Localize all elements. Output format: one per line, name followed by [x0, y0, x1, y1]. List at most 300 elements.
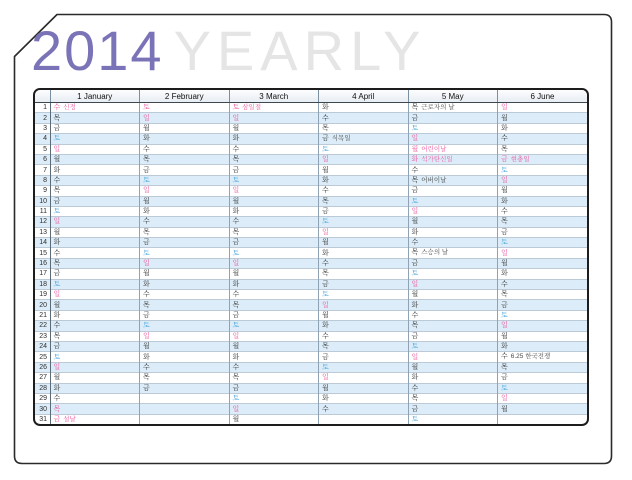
day-of-week: 토 [322, 218, 329, 226]
day-cell [50, 362, 140, 372]
day-of-week: 금 [411, 187, 419, 195]
day-cell [229, 279, 319, 289]
day-of-week: 화 [143, 135, 150, 143]
day-cell [50, 290, 140, 300]
day-cell [140, 414, 230, 424]
day-cell [319, 383, 409, 393]
day-cell [50, 217, 140, 227]
day-cell [498, 321, 588, 331]
day-of-week: 화 [322, 322, 329, 330]
day-cell [50, 134, 140, 144]
day-of-week: 목 [53, 332, 61, 340]
day-of-week: 토 [322, 145, 329, 153]
day-cell [408, 238, 498, 248]
day-cell [50, 206, 140, 216]
day-cell [50, 113, 140, 123]
table-row [35, 238, 587, 248]
table-row [35, 321, 587, 331]
day-of-week: 금 [322, 353, 329, 361]
day-cell [498, 238, 588, 248]
day-of-week: 월 [411, 291, 419, 299]
day-of-week: 수 [322, 405, 329, 413]
day-of-week: 목 [143, 228, 150, 236]
day-of-week: 화 [232, 135, 240, 143]
day-cell [319, 331, 409, 341]
day-cell [50, 279, 140, 289]
day-cell [408, 414, 498, 424]
day-of-week: 토 [411, 124, 419, 132]
day-of-week: 수 [53, 322, 61, 330]
day-cell [319, 238, 409, 248]
table-row [35, 279, 587, 289]
day-cell [319, 300, 409, 310]
day-cell [140, 300, 230, 310]
day-of-week: 수 [143, 145, 150, 153]
day-cell [229, 290, 319, 300]
day-cell [498, 310, 588, 320]
day-cell [319, 393, 409, 403]
day-cell [50, 300, 140, 310]
day-cell [50, 248, 140, 258]
day-cell [319, 227, 409, 237]
day-of-week: 토 [411, 270, 419, 278]
day-cell [319, 186, 409, 196]
day-of-week: 수 [411, 312, 419, 319]
day-of-week: 일 [501, 395, 508, 403]
day-of-week: 화 [501, 124, 508, 132]
holiday-note: 석가탄신일 [421, 155, 453, 163]
day-cell [319, 279, 409, 289]
day-cell [229, 352, 319, 362]
row-number: 7 [35, 165, 50, 175]
day-of-week: 월 [322, 384, 329, 392]
day-of-week: 월 [411, 363, 419, 371]
row-number: 17 [35, 269, 50, 279]
day-cell [319, 362, 409, 372]
day-of-week: 일 [322, 301, 329, 309]
month-header: 6 June [498, 90, 588, 103]
day-of-week: 금 [232, 166, 240, 174]
day-cell [229, 175, 319, 185]
day-of-week: 일 [232, 260, 240, 268]
day-of-week: 월 [322, 312, 329, 319]
table-row [35, 123, 587, 133]
day-cell [319, 373, 409, 383]
day-of-week: 목 [232, 374, 240, 382]
calendar-body [35, 103, 587, 425]
day-of-week: 금 [53, 124, 61, 132]
row-number: 4 [35, 134, 50, 144]
row-number: 3 [35, 123, 50, 133]
table-row [35, 248, 587, 258]
day-cell [50, 103, 140, 113]
day-of-week: 화 [53, 166, 61, 174]
day-of-week: 목 [501, 363, 508, 371]
row-number: 25 [35, 352, 50, 362]
day-of-week: 화 [143, 280, 150, 288]
row-number: 24 [35, 341, 50, 351]
day-cell [498, 113, 588, 123]
table-row [35, 404, 587, 414]
table-row [35, 227, 587, 237]
day-of-week: 목 [322, 270, 329, 278]
day-cell [408, 134, 498, 144]
day-of-week: 금 [232, 384, 240, 392]
day-cell [50, 186, 140, 196]
day-of-week: 금 [411, 405, 419, 413]
row-number: 6 [35, 154, 50, 164]
day-of-week: 토 [322, 363, 329, 371]
day-cell [498, 383, 588, 393]
day-cell [229, 227, 319, 237]
day-cell [498, 331, 588, 341]
day-of-week: 토 [501, 239, 508, 247]
day-of-week: 일 [411, 135, 419, 143]
day-of-week: 월 [232, 124, 240, 132]
day-cell [140, 258, 230, 268]
day-cell [50, 238, 140, 248]
day-of-week: 수 [143, 363, 150, 371]
day-cell [319, 134, 409, 144]
day-cell [498, 217, 588, 227]
day-cell [50, 154, 140, 164]
day-of-week: 목 [232, 228, 240, 236]
day-of-week: 목 [411, 103, 419, 111]
day-of-week: 월 [501, 332, 508, 340]
day-cell [140, 362, 230, 372]
day-of-week: 일 [232, 187, 240, 195]
row-number: 14 [35, 238, 50, 248]
day-cell [140, 248, 230, 258]
day-of-week: 화 [53, 239, 61, 247]
row-number: 31 [35, 414, 50, 424]
day-cell [229, 165, 319, 175]
day-cell [140, 321, 230, 331]
day-of-week: 일 [143, 187, 150, 195]
day-cell [50, 373, 140, 383]
day-cell [229, 134, 319, 144]
day-of-week: 목 [411, 395, 419, 403]
row-number: 15 [35, 248, 50, 258]
day-cell [50, 144, 140, 154]
table-row [35, 362, 587, 372]
day-of-week: 토 [232, 395, 240, 403]
month-header: 4 April [319, 90, 409, 103]
day-cell [408, 331, 498, 341]
day-cell [408, 321, 498, 331]
day-cell [408, 206, 498, 216]
day-of-week: 금 [232, 239, 240, 247]
day-of-week: 월 [411, 145, 419, 153]
day-cell [408, 362, 498, 372]
day-of-week: 목 [143, 156, 150, 164]
day-of-week: 토 [501, 166, 508, 174]
day-of-week: 금 [53, 197, 61, 205]
table-row [35, 186, 587, 196]
day-cell [50, 227, 140, 237]
row-number: 23 [35, 331, 50, 341]
day-of-week: 일 [53, 145, 61, 153]
day-cell [408, 258, 498, 268]
row-number: 2 [35, 113, 50, 123]
day-of-week: 목 [232, 301, 240, 309]
day-of-week: 월 [53, 228, 61, 236]
table-row [35, 196, 587, 206]
day-of-week: 목 [232, 156, 240, 164]
day-of-week: 월 [232, 343, 240, 351]
day-of-week: 토 [411, 343, 419, 351]
day-cell [498, 300, 588, 310]
day-of-week: 목 [53, 405, 61, 413]
day-of-week: 화 [322, 249, 329, 257]
day-cell [319, 321, 409, 331]
day-of-week: 일 [232, 405, 240, 413]
day-cell [498, 362, 588, 372]
day-of-week: 목 [411, 176, 419, 184]
day-cell [50, 414, 140, 424]
day-of-week: 화 [501, 197, 508, 205]
row-number: 19 [35, 290, 50, 300]
day-cell [498, 279, 588, 289]
day-cell [408, 217, 498, 227]
day-of-week: 월 [411, 218, 419, 226]
day-cell [408, 300, 498, 310]
day-of-week: 화 [143, 208, 150, 216]
day-of-week: 수 [322, 187, 329, 195]
day-of-week: 목 [501, 218, 508, 226]
day-cell [408, 352, 498, 362]
day-cell [229, 123, 319, 133]
day-of-week: 토 [232, 176, 240, 184]
day-cell [50, 331, 140, 341]
row-number: 12 [35, 217, 50, 227]
day-of-week: 토 [53, 135, 61, 143]
row-number: 26 [35, 362, 50, 372]
day-of-week: 화 [232, 208, 240, 216]
day-of-week: 월 [53, 156, 61, 164]
day-of-week: 금 [501, 374, 508, 382]
day-cell [140, 113, 230, 123]
day-cell [408, 227, 498, 237]
day-of-week: 수 [53, 249, 61, 257]
day-cell [319, 206, 409, 216]
day-cell [140, 217, 230, 227]
day-cell [498, 103, 588, 113]
table-row [35, 393, 587, 403]
day-of-week: 일 [232, 332, 240, 340]
day-of-week: 금 [411, 114, 419, 122]
day-of-week: 수 [232, 291, 240, 299]
yearly-calendar [35, 90, 587, 424]
year-text: 2014 [31, 19, 164, 82]
day-of-week: 토 [322, 291, 329, 299]
day-of-week: 금 [53, 270, 61, 278]
day-of-week: 화 [232, 353, 240, 361]
day-cell [408, 269, 498, 279]
table-row [35, 258, 587, 268]
table-row [35, 175, 587, 185]
day-of-week: 목 [53, 114, 61, 122]
day-cell [408, 196, 498, 206]
day-cell [229, 404, 319, 414]
day-of-week: 수 [53, 176, 61, 184]
day-cell [498, 352, 588, 362]
month-header: 1 January [50, 90, 140, 103]
day-of-week: 화 [232, 280, 240, 288]
day-cell [498, 227, 588, 237]
day-of-week: 토 [53, 280, 61, 288]
day-of-week: 금 [322, 135, 329, 143]
table-row [35, 373, 587, 383]
day-cell [498, 393, 588, 403]
day-cell [498, 258, 588, 268]
table-row [35, 103, 587, 113]
day-cell [50, 258, 140, 268]
day-cell [319, 310, 409, 320]
day-of-week: 목 [501, 291, 508, 299]
day-cell [229, 331, 319, 341]
day-cell [229, 144, 319, 154]
day-cell [229, 341, 319, 351]
day-of-week: 금 [143, 384, 150, 392]
day-of-week: 일 [322, 374, 329, 382]
day-of-week: 화 [143, 353, 150, 361]
table-row [35, 113, 587, 123]
holiday-note: 근로자의 날 [421, 103, 455, 111]
day-of-week: 목 [53, 260, 61, 268]
day-cell [140, 341, 230, 351]
day-of-week: 수 [322, 114, 329, 122]
day-of-week: 토 [232, 249, 240, 257]
holiday-note: 현충일 [510, 155, 530, 163]
row-number: 30 [35, 404, 50, 414]
day-cell [50, 383, 140, 393]
day-cell [319, 258, 409, 268]
day-of-week: 수 [411, 166, 419, 174]
day-of-week: 일 [143, 332, 150, 340]
day-cell [498, 175, 588, 185]
month-header: 5 May [408, 90, 498, 103]
holiday-note: 설날 [63, 415, 76, 423]
day-cell [498, 414, 588, 424]
row-number: 10 [35, 196, 50, 206]
day-cell [408, 123, 498, 133]
day-of-week: 토 [143, 322, 150, 330]
table-row [35, 310, 587, 320]
day-of-week: 월 [232, 270, 240, 278]
day-cell [229, 238, 319, 248]
row-number: 28 [35, 383, 50, 393]
day-cell [319, 123, 409, 133]
day-of-week: 월 [53, 301, 61, 309]
day-cell [229, 217, 319, 227]
day-of-week: 일 [232, 114, 240, 122]
month-header: 2 February [140, 90, 230, 103]
day-cell [140, 175, 230, 185]
day-cell [50, 196, 140, 206]
day-of-week: 화 [322, 395, 329, 403]
day-of-week: 일 [143, 260, 150, 268]
row-number: 1 [35, 103, 50, 113]
day-cell [229, 196, 319, 206]
table-row [35, 383, 587, 393]
row-number: 20 [35, 300, 50, 310]
day-of-week: 토 [53, 353, 61, 361]
day-of-week: 토 [411, 415, 419, 423]
day-cell [229, 113, 319, 123]
day-of-week: 수 [322, 332, 329, 340]
day-cell [50, 352, 140, 362]
day-cell [498, 144, 588, 154]
day-of-week: 일 [53, 291, 61, 299]
day-of-week: 수 [232, 145, 240, 153]
day-cell [319, 113, 409, 123]
day-cell [140, 165, 230, 175]
day-of-week: 토 [411, 197, 419, 205]
day-cell [498, 165, 588, 175]
day-of-week: 금 [501, 155, 508, 163]
day-cell [319, 144, 409, 154]
row-number: 5 [35, 144, 50, 154]
holiday-note: 스승의 날 [421, 249, 449, 257]
day-of-week: 금 [232, 312, 240, 319]
day-of-week: 월 [53, 374, 61, 382]
holiday-note: 신정 [63, 103, 76, 111]
day-cell [408, 310, 498, 320]
day-cell [50, 165, 140, 175]
day-of-week: 월 [501, 187, 508, 195]
day-cell [140, 134, 230, 144]
day-cell [498, 404, 588, 414]
day-of-week: 일 [322, 156, 329, 164]
row-number: 22 [35, 321, 50, 331]
day-of-week: 목 [411, 322, 419, 330]
day-of-week: 토 [501, 312, 508, 319]
day-cell [319, 269, 409, 279]
day-cell [229, 269, 319, 279]
day-cell [50, 393, 140, 403]
table-row [35, 414, 587, 424]
day-of-week: 화 [322, 104, 329, 112]
day-cell [498, 186, 588, 196]
table-row [35, 269, 587, 279]
day-cell [229, 383, 319, 393]
holiday-note: 어린이날 [421, 145, 447, 153]
table-row [35, 290, 587, 300]
day-cell [498, 206, 588, 216]
day-cell [408, 144, 498, 154]
day-cell [140, 154, 230, 164]
day-of-week: 일 [411, 280, 419, 288]
day-cell [229, 321, 319, 331]
day-cell [229, 206, 319, 216]
day-cell [229, 414, 319, 424]
day-cell [319, 196, 409, 206]
day-cell [140, 196, 230, 206]
day-cell [408, 341, 498, 351]
day-cell [229, 186, 319, 196]
day-cell [319, 175, 409, 185]
day-cell [319, 217, 409, 227]
day-cell [229, 393, 319, 403]
day-cell [408, 373, 498, 383]
row-number: 16 [35, 258, 50, 268]
day-of-week: 금 [411, 332, 419, 340]
day-of-week: 화 [322, 176, 329, 184]
row-number: 11 [35, 206, 50, 216]
table-row [35, 206, 587, 216]
day-cell [408, 175, 498, 185]
